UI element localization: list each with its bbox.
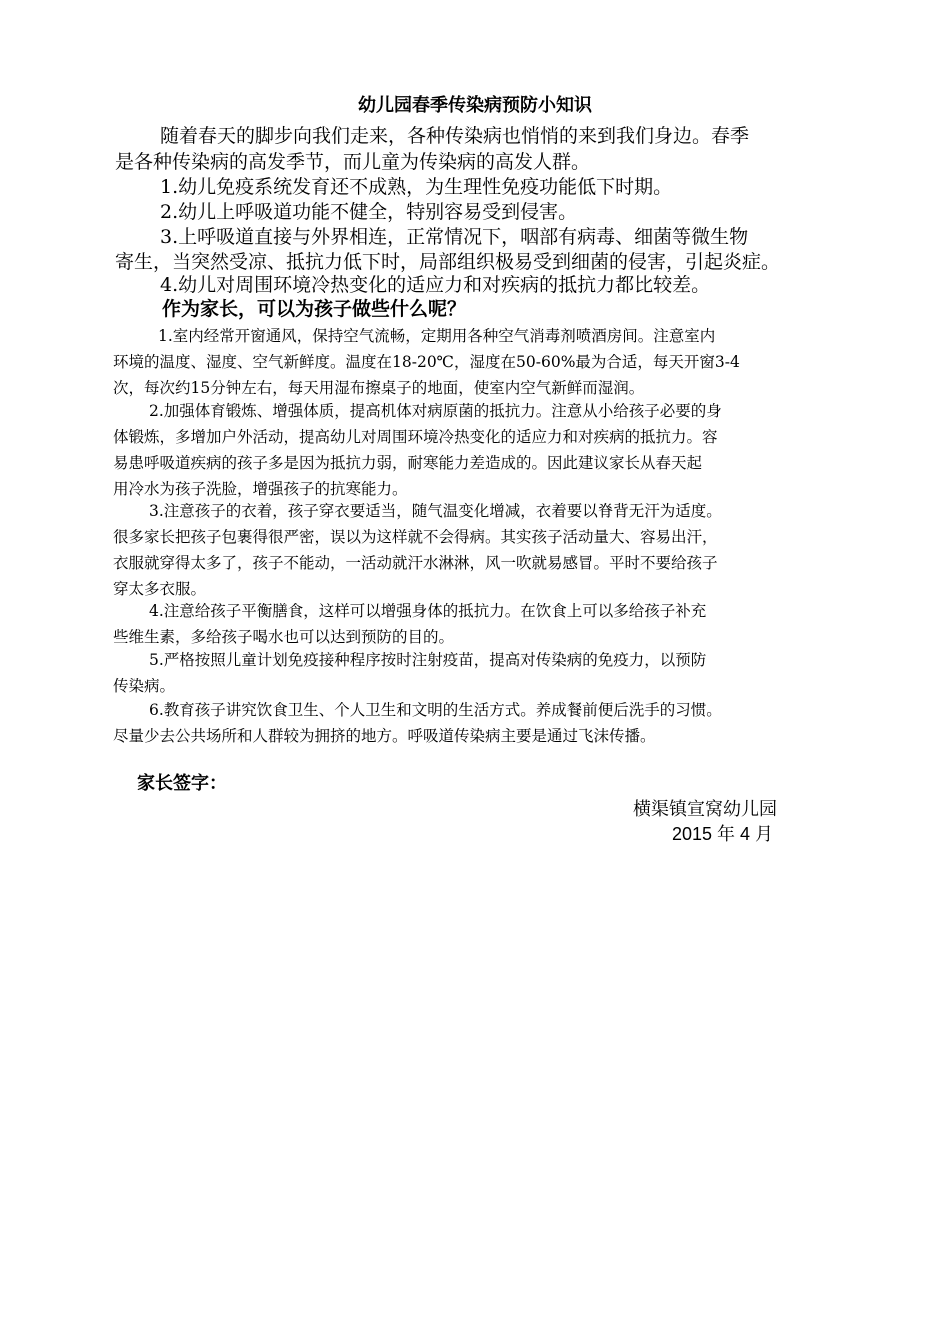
tip-5 xyxy=(113,647,839,699)
section-heading: 作为家长，可以为孩子做些什么呢？ xyxy=(162,298,467,320)
tip-2 xyxy=(113,398,839,502)
tip-line: 2.加强体育锻炼、增强体质，提高机体对病原菌的抵抗力。注意从小给孩子必要的身 xyxy=(149,402,722,420)
tip-3 xyxy=(113,498,839,602)
document-title: 幼儿园春季传染病预防小知识 xyxy=(358,95,592,116)
tip-4 xyxy=(113,598,839,650)
tip-line: 尽量少去公共场所和人群较为拥挤的地方。呼吸道传染病主要是通过飞沫传播。 xyxy=(113,727,656,745)
tip-line: 用冷水为孩子洗脸，增强孩子的抗寒能力。 xyxy=(113,480,408,498)
intro-line: 随着春天的脚步向我们走来，各种传染病也悄悄的来到我们身边。春季 xyxy=(160,125,750,147)
kindergarten-name: 横渠镇宣窝幼儿园 xyxy=(633,799,777,820)
document-date: 2015 年 4 月 xyxy=(672,824,774,844)
intro-point-4: 4.幼儿对周围环境冷热变化的适应力和对疾病的抵抗力都比较差。 xyxy=(160,274,711,296)
intro-point-1: 1.幼儿免疫系统发育还不成熟，为生理性免疫功能低下时期。 xyxy=(160,176,673,198)
tip-line: 4.注意给孩子平衡膳食，这样可以增强身体的抵抗力。在饮食上可以多给孩子补充 xyxy=(149,602,707,620)
tip-line: 传染病。 xyxy=(113,677,176,695)
parent-signature-label: 家长签字： xyxy=(137,773,227,794)
tip-line: 穿太多衣服。 xyxy=(113,580,207,598)
tip-line: 些维生素，多给孩子喝水也可以达到预防的目的。 xyxy=(113,628,455,646)
tip-line: 6.教育孩子讲究饮食卫生、个人卫生和文明的生活方式。养成餐前便后洗手的习惯。 xyxy=(149,701,722,719)
tip-line: 5.严格按照儿童计划免疫接种程序按时注射疫苗，提高对传染病的免疫力，以预防 xyxy=(149,651,707,669)
tip-line: 1.室内经常开窗通风，保持空气流畅，定期用各种空气消毒剂喷酒房间。注意室内 xyxy=(158,327,716,345)
intro-line: 寄生，当突然受凉、抵抗力低下时，局部组织极易受到细菌的侵害，引起炎症。 xyxy=(115,251,781,273)
tip-line: 3.注意孩子的衣着，孩子穿衣要适当，随气温变化增减，衣着要以脊背无汗为适度。 xyxy=(149,502,722,520)
tip-line: 环境的温度、湿度、空气新鲜度。温度在18-20℃，湿度在50-60%最为合适，每天开窗3-4 xyxy=(113,353,740,371)
tip-line: 衣服就穿得太多了，孩子不能动，一活动就汗水淋淋，风一吹就易感冒。平时不要给孩子 xyxy=(113,554,718,572)
tip-line: 很多家长把孩子包裹得很严密，误以为这样就不会得病。其实孩子活动量大、容易出汗， xyxy=(113,528,718,546)
tip-6 xyxy=(113,697,839,749)
tip-1 xyxy=(113,323,839,401)
intro-line: 是各种传染病的高发季节，而儿童为传染病的高发人群。 xyxy=(115,151,591,173)
tip-line: 次，每次约15分钟左右，每天用湿布擦桌子的地面，使室内空气新鲜而湿润。 xyxy=(113,379,645,397)
tip-line: 体锻炼，多增加户外活动，提高幼儿对周围环境冷热变化的适应力和对疾病的抵抗力。容 xyxy=(113,428,718,446)
intro-point-2: 2.幼儿上呼吸道功能不健全，特别容易受到侵害。 xyxy=(160,201,578,223)
tip-line: 易患呼吸道疾病的孩子多是因为抵抗力弱，耐寒能力差造成的。因此建议家长从春天起 xyxy=(113,454,703,472)
intro-point-3: 3.上呼吸道直接与外界相连，正常情况下，咽部有病毒、细菌等微生物 xyxy=(160,226,749,248)
